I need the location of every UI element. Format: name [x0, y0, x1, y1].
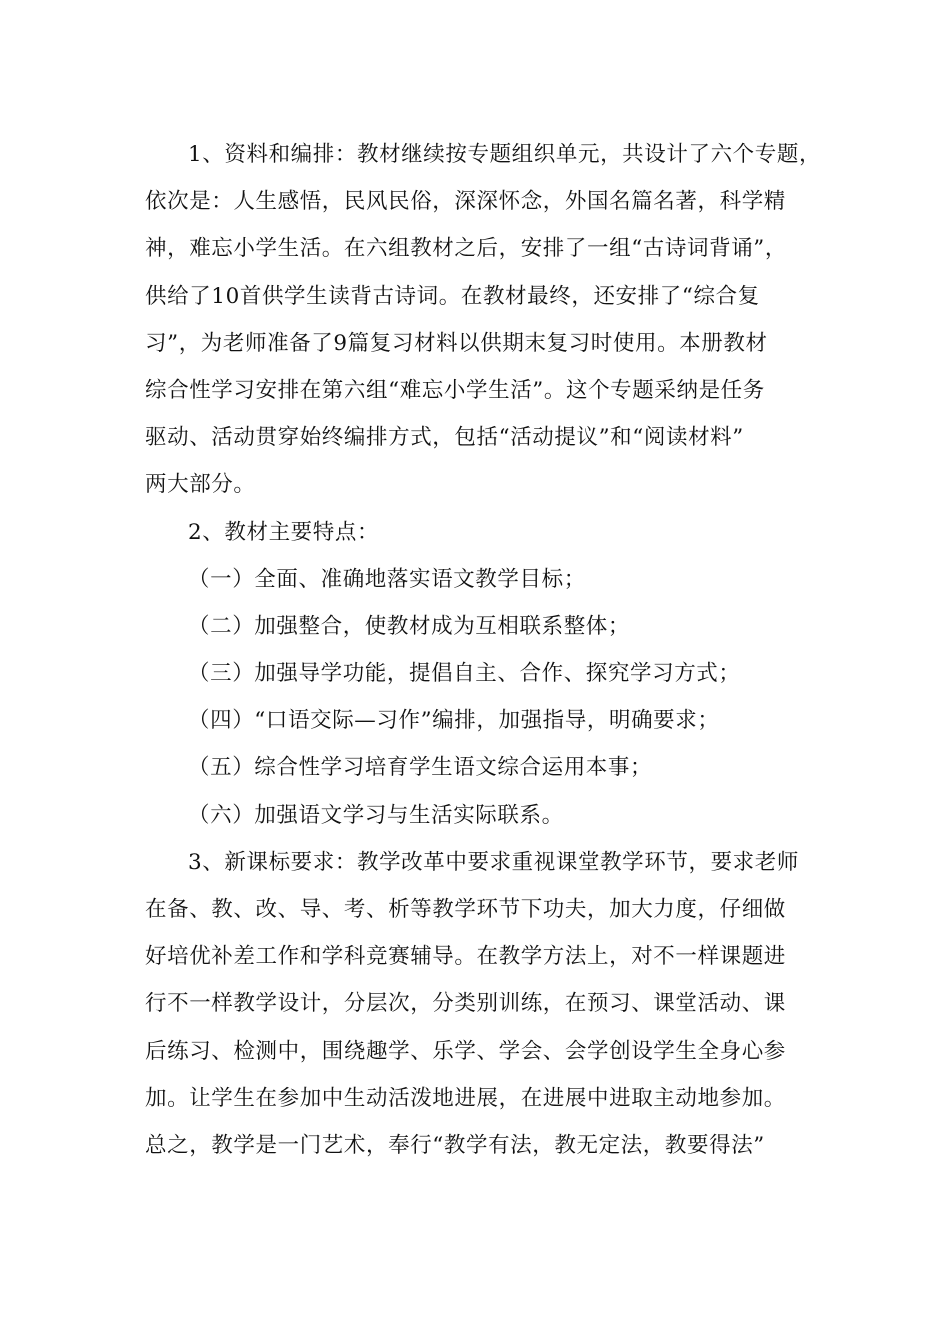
feature-item-2: （二）加强整合，使教材成为互相联系整体；	[188, 613, 631, 639]
feature-item-4: （四）“口语交际—习作”编排，加强指导，明确要求；	[188, 708, 720, 734]
paragraph-3-line-1: 3、新课标要求：教学改革中要求重视课堂教学环节，要求老师	[188, 849, 799, 875]
paragraph-3-line-3: 好培优补差工作和学科竞赛辅导。在教学方法上，对不一样课题进	[145, 944, 786, 970]
paragraph-1-line-7: 驱动、活动贯穿始终编排方式，包括“活动提议”和“阅读材料”	[145, 425, 744, 451]
paragraph-1-line-6: 综合性学习安排在第六组“难忘小学生活”。这个专题采纳是任务	[145, 377, 765, 403]
paragraph-3-line-2: 在备、教、改、导、考、析等教学环节下功夫，加大力度，仔细做	[145, 897, 786, 922]
paragraph-1-line-3: 神，难忘小学生活。在六组教材之后，安排了一组“古诗词背诵”，	[145, 236, 787, 262]
feature-item-3: （三）加强导学功能，提倡自主、合作、探究学习方式；	[188, 661, 741, 687]
feature-item-5: （五）综合性学习培育学生语文综合运用本事；	[188, 755, 653, 781]
paragraph-1-line-2: 依次是：人生感悟，民风民俗，深深怀念，外国名篇名著，科学精	[145, 189, 786, 215]
paragraph-1-line-4: 供给了10首供学生读背古诗词。在教材最终，还安排了“综合复	[145, 283, 760, 309]
paragraph-3-line-4: 行不一样教学设计，分层次，分类别训练，在预习、课堂活动、课	[145, 991, 786, 1017]
paragraph-3-line-7: 总之，教学是一门艺术，奉行“教学有法，教无定法，教要得法”	[145, 1132, 765, 1158]
paragraph-3-line-6: 加。让学生在参加中生动活泼地进展，在进展中进取主动地参加。	[145, 1085, 786, 1111]
document-body	[145, 131, 833, 1169]
paragraph-1-line-1: 1、资料和编排：教材继续按专题组织单元，共设计了六个专题，	[188, 142, 822, 167]
section-heading-features: 2、教材主要特点：	[188, 519, 380, 545]
feature-item-6: （六）加强语文学习与生活实际联系。	[188, 802, 564, 828]
paragraph-1-line-5: 习”，为老师准备了9篇复习材料以供期末复习时使用。本册教材	[145, 330, 768, 356]
feature-item-1: （一）全面、准确地落实语文教学目标；	[188, 566, 586, 592]
paragraph-3-line-5: 后练习、检测中，围绕趣学、乐学、学会、会学创设学生全身心参	[145, 1038, 786, 1064]
paragraph-1-line-8: 两大部分。	[145, 472, 256, 498]
